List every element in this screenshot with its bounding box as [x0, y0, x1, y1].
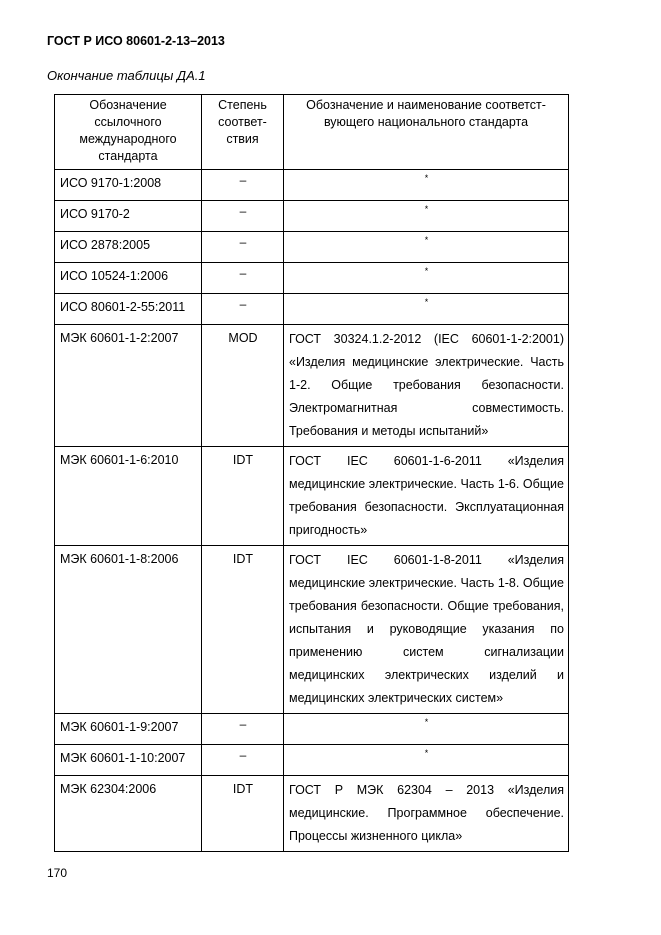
degree-cell: –	[202, 201, 284, 232]
national-cell: ГОСТ 30324.1.2-2012 (IEC 60601-1-2:2001) «Изделия медицинские электрические. Часть 1-2. Общие требования безопасности. Электромагнитная совместимость. Требования и методы испытаний»	[284, 325, 569, 447]
reference-cell: МЭК 60601-1-6:2010	[55, 447, 202, 546]
national-cell: *	[284, 745, 569, 776]
table-row	[55, 325, 569, 447]
reference-cell: ИСО 80601-2-55:2011	[55, 294, 202, 325]
degree-cell: –	[202, 714, 284, 745]
table-row	[55, 170, 569, 201]
national-cell: ГОСТ IEC 60601-1-8-2011 «Изделия медицинские электрические. Часть 1-8. Общие требования безопасности. Общие требования, испытания и руководящие указания по применению систем сигнализации медицинских электрических изделий и медицинских электрических систем»	[284, 546, 569, 714]
table-row	[55, 232, 569, 263]
national-cell: *	[284, 714, 569, 745]
reference-cell: МЭК 60601-1-10:2007	[55, 745, 202, 776]
table-row	[55, 201, 569, 232]
standards-table	[54, 94, 569, 852]
degree-cell: –	[202, 170, 284, 201]
degree-cell: –	[202, 745, 284, 776]
table-row	[55, 263, 569, 294]
table-row	[55, 776, 569, 852]
degree-cell: IDT	[202, 546, 284, 714]
column-header-degree: Степень соответ-ствия	[202, 95, 284, 170]
degree-cell: –	[202, 294, 284, 325]
national-cell: ГОСТ IEC 60601-1-6-2011 «Изделия медицинские электрические. Часть 1-6. Общие требования безопасности. Эксплуатационная пригодность»	[284, 447, 569, 546]
reference-cell: МЭК 60601-1-2:2007	[55, 325, 202, 447]
page-number: 170	[47, 866, 68, 880]
degree-cell: –	[202, 232, 284, 263]
table-row	[55, 447, 569, 546]
table-header-row	[55, 95, 569, 170]
reference-cell: ИСО 2878:2005	[55, 232, 202, 263]
national-cell: *	[284, 201, 569, 232]
degree-cell: IDT	[202, 447, 284, 546]
national-cell: *	[284, 170, 569, 201]
table-row	[55, 745, 569, 776]
column-header-national: Обозначение и наименование соответст-вующего национального стандарта	[284, 95, 569, 170]
table-caption: Окончание таблицы ДА.1	[47, 68, 206, 83]
national-cell: ГОСТ Р МЭК 62304 – 2013 «Изделия медицинские. Программное обеспечение. Процессы жизненного цикла»	[284, 776, 569, 852]
national-cell: *	[284, 232, 569, 263]
column-header-reference: Обозначение ссылочного международного стандарта	[55, 95, 202, 170]
reference-cell: МЭК 60601-1-8:2006	[55, 546, 202, 714]
degree-cell: –	[202, 263, 284, 294]
reference-cell: МЭК 60601-1-9:2007	[55, 714, 202, 745]
reference-cell: ИСО 9170-1:2008	[55, 170, 202, 201]
table-row	[55, 294, 569, 325]
degree-cell: IDT	[202, 776, 284, 852]
document-header: ГОСТ Р ИСО 80601-2-13–2013	[47, 34, 225, 48]
reference-cell: ИСО 10524-1:2006	[55, 263, 202, 294]
reference-cell: ИСО 9170-2	[55, 201, 202, 232]
table-row	[55, 546, 569, 714]
degree-cell: MOD	[202, 325, 284, 447]
table-row	[55, 714, 569, 745]
national-cell: *	[284, 294, 569, 325]
national-cell: *	[284, 263, 569, 294]
reference-cell: МЭК 62304:2006	[55, 776, 202, 852]
